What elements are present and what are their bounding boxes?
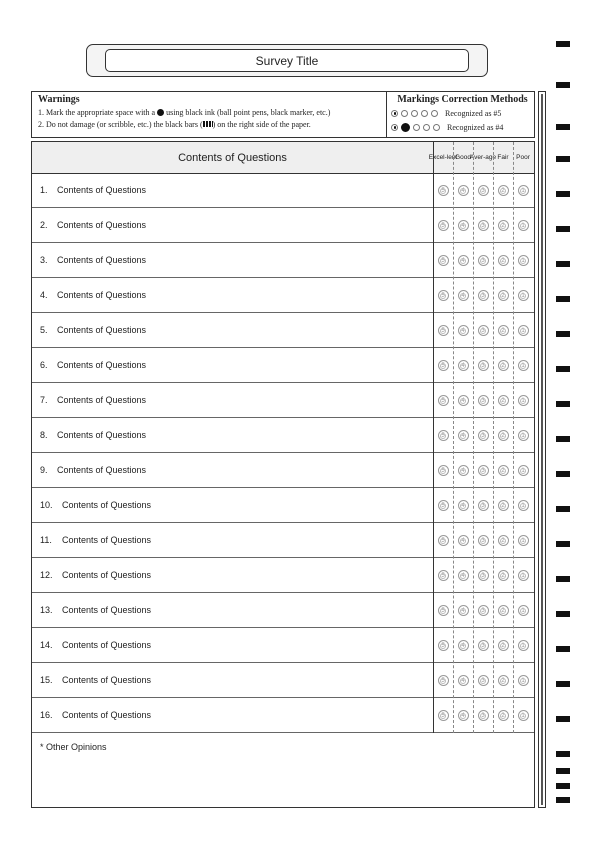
rating-label: lent [446, 153, 458, 161]
empty-bubble-icon [413, 124, 420, 131]
rating-bubble[interactable]: 1 [518, 535, 529, 546]
timing-mark [556, 296, 570, 302]
timing-mark [556, 576, 570, 582]
question-label: Contents of Questions [57, 465, 147, 475]
empty-bubble-icon [431, 110, 438, 117]
filled-bubble-icon [401, 123, 410, 132]
rating-bubble[interactable]: 2 [498, 290, 509, 301]
marking-correction-section [387, 92, 534, 137]
warnings-title: Warnings [38, 94, 80, 105]
rating-bubble[interactable]: 2 [498, 185, 509, 196]
question-row [32, 628, 534, 663]
question-label: Contents of Questions [57, 325, 147, 335]
question-text [40, 500, 151, 510]
question-number: 1. [40, 185, 48, 195]
rating-bubble[interactable]: 2 [498, 430, 509, 441]
rating-bubble[interactable]: 5 [438, 395, 449, 406]
question-number: 8. [40, 430, 48, 440]
rating-bubble[interactable]: 4 [458, 500, 469, 511]
empty-bubble-icon [433, 124, 440, 131]
rating-bubble[interactable]: 3 [478, 430, 489, 441]
rating-bubble[interactable]: 1 [518, 395, 529, 406]
question-label: Contents of Questions [57, 220, 147, 230]
timing-mark [556, 646, 570, 652]
question-row [32, 663, 534, 698]
question-text [40, 255, 146, 265]
rating-bubble[interactable]: 2 [498, 570, 509, 581]
correction-example-2-label: Recognized as #4 [447, 122, 504, 132]
rating-bubble[interactable]: 3 [478, 360, 489, 371]
warnings-section [32, 92, 387, 137]
timing-mark [556, 681, 570, 687]
rating-bubble[interactable]: 4 [458, 465, 469, 476]
question-label: Contents of Questions [62, 535, 152, 545]
column-divider [493, 142, 494, 733]
rating-bubble[interactable]: 3 [478, 220, 489, 231]
timing-mark [556, 124, 570, 130]
rating-bubble[interactable]: 1 [518, 675, 529, 686]
question-row [32, 383, 534, 418]
question-number: 6. [40, 360, 48, 370]
rating-bubble[interactable]: 1 [518, 500, 529, 511]
timing-mark [556, 226, 570, 232]
marked-bubble-icon [391, 110, 398, 117]
marking-correction-title: Markings Correction Methods [397, 94, 528, 105]
rating-bubble[interactable]: 4 [458, 605, 469, 616]
question-label: Contents of Questions [57, 360, 147, 370]
questions-table [31, 141, 535, 808]
question-label: Contents of Questions [62, 675, 152, 685]
rating-bubble[interactable]: 4 [458, 710, 469, 721]
warning-line-2 [38, 118, 386, 132]
rating-bubble[interactable]: 2 [498, 535, 509, 546]
rating-label: Poor [516, 153, 530, 161]
question-row [32, 523, 534, 558]
rating-bubble[interactable]: 3 [478, 325, 489, 336]
rating-column-header [493, 142, 513, 173]
rating-bubble[interactable]: 3 [478, 675, 489, 686]
rating-bubble[interactable]: 1 [518, 605, 529, 616]
rating-bubble[interactable]: 4 [458, 360, 469, 371]
timing-mark [556, 41, 570, 47]
rating-bubble[interactable]: 5 [438, 570, 449, 581]
rating-bubble[interactable]: 2 [498, 325, 509, 336]
rating-bubble[interactable]: 1 [518, 290, 529, 301]
rating-bubble[interactable]: 1 [518, 325, 529, 336]
question-row [32, 278, 534, 313]
rating-bubble[interactable]: 2 [498, 360, 509, 371]
timing-mark [556, 611, 570, 617]
question-number: 10. [40, 500, 53, 510]
rating-bubble[interactable]: 4 [458, 675, 469, 686]
empty-bubble-icon [423, 124, 430, 131]
rating-bubble[interactable]: 2 [498, 465, 509, 476]
rating-bubble[interactable]: 4 [458, 325, 469, 336]
timing-mark [556, 191, 570, 197]
rating-label: Good [455, 153, 471, 161]
instructions-box [31, 91, 535, 138]
rating-bubble[interactable]: 3 [478, 605, 489, 616]
question-label: Contents of Questions [62, 710, 152, 720]
question-label: Contents of Questions [62, 570, 152, 580]
rating-bubble[interactable]: 5 [438, 500, 449, 511]
rating-bubble[interactable]: 3 [478, 640, 489, 651]
question-label: Contents of Questions [57, 430, 147, 440]
black-bars-icon [203, 121, 213, 127]
rating-bubble[interactable]: 3 [478, 395, 489, 406]
question-number: 12. [40, 570, 53, 580]
question-label: Contents of Questions [57, 185, 147, 195]
rating-bubble[interactable]: 2 [498, 675, 509, 686]
marked-bubble-icon [391, 124, 398, 131]
question-number: 16. [40, 710, 53, 720]
right-border-rail [538, 91, 546, 808]
question-label: Contents of Questions [57, 395, 147, 405]
question-text [40, 535, 151, 545]
empty-bubble-icon [411, 110, 418, 117]
rating-bubble[interactable]: 3 [478, 535, 489, 546]
empty-bubble-icon [421, 110, 428, 117]
question-text [40, 360, 146, 370]
rating-label: Aver- [469, 153, 486, 161]
rating-bubble[interactable]: 4 [458, 430, 469, 441]
question-row [32, 488, 534, 523]
question-number: 15. [40, 675, 53, 685]
question-number: 5. [40, 325, 48, 335]
question-row [32, 453, 534, 488]
timing-mark [556, 506, 570, 512]
question-number: 14. [40, 640, 53, 650]
question-text [40, 605, 151, 615]
question-row [32, 418, 534, 453]
rating-bubble[interactable]: 4 [458, 535, 469, 546]
rating-bubble[interactable]: 3 [478, 255, 489, 266]
timing-mark [556, 401, 570, 407]
timing-mark [556, 541, 570, 547]
warning-2-text-b: ) on the right side of the paper. [212, 120, 311, 129]
question-text [40, 570, 151, 580]
timing-mark [556, 768, 570, 774]
rating-bubble[interactable]: 4 [458, 220, 469, 231]
question-row [32, 593, 534, 628]
question-label: Contents of Questions [57, 290, 147, 300]
rating-label: Excel- [428, 153, 447, 161]
rating-bubble[interactable]: 2 [498, 640, 509, 651]
rating-bubble[interactable]: 2 [498, 500, 509, 511]
rating-bubble[interactable]: 3 [478, 570, 489, 581]
question-number: 2. [40, 220, 48, 230]
timing-mark [556, 156, 570, 162]
question-number: 13. [40, 605, 53, 615]
timing-mark [556, 331, 570, 337]
question-text [40, 465, 146, 475]
rating-column-header [513, 142, 533, 173]
rating-bubble[interactable]: 3 [478, 290, 489, 301]
rating-bubble[interactable]: 1 [518, 570, 529, 581]
question-text [40, 640, 151, 650]
timing-mark [556, 716, 570, 722]
column-divider [473, 142, 474, 733]
survey-title-frame [86, 44, 488, 77]
rating-bubble[interactable]: 2 [498, 255, 509, 266]
rating-column-header [469, 142, 497, 173]
rating-bubble[interactable]: 1 [518, 255, 529, 266]
rating-bubble[interactable]: 4 [458, 570, 469, 581]
survey-title: Survey Title [105, 49, 469, 72]
question-number: 11. [40, 535, 52, 545]
rating-bubble[interactable]: 4 [458, 290, 469, 301]
correction-example-1-label: Recognized as #5 [445, 108, 502, 118]
rating-bubble[interactable]: 5 [438, 185, 449, 196]
warning-1-text-a: 1. Mark the appropriate space with a [38, 108, 156, 117]
rating-bubble[interactable]: 2 [498, 605, 509, 616]
rating-bubble[interactable]: 5 [438, 675, 449, 686]
rating-bubble[interactable]: 2 [498, 710, 509, 721]
question-number: 7. [40, 395, 48, 405]
rating-bubble[interactable]: 1 [518, 220, 529, 231]
question-label: Contents of Questions [62, 640, 152, 650]
question-number: 3. [40, 255, 48, 265]
question-row [32, 698, 534, 733]
question-label: Contents of Questions [57, 255, 147, 265]
rating-bubble[interactable]: 4 [458, 185, 469, 196]
correction-example-1 [391, 106, 534, 120]
timing-mark [556, 783, 570, 789]
question-row [32, 313, 534, 348]
question-number: 9. [40, 465, 48, 475]
rating-column-header [428, 142, 458, 173]
rating-bubble[interactable]: 3 [478, 500, 489, 511]
question-text [40, 325, 146, 335]
column-divider [513, 142, 514, 733]
rating-bubble[interactable]: 1 [518, 710, 529, 721]
rating-bubble[interactable]: 1 [518, 465, 529, 476]
rating-label: Fair [497, 153, 509, 161]
question-row [32, 558, 534, 593]
question-text [40, 395, 146, 405]
question-number: 4. [40, 290, 48, 300]
question-row [32, 243, 534, 278]
question-text [40, 290, 146, 300]
timing-mark [556, 261, 570, 267]
question-row [32, 208, 534, 243]
rating-bubble[interactable]: 5 [438, 325, 449, 336]
question-text [40, 675, 151, 685]
rating-bubble[interactable]: 1 [518, 430, 529, 441]
question-row [32, 348, 534, 383]
timing-mark [556, 471, 570, 477]
rating-bubble[interactable]: 5 [438, 255, 449, 266]
rating-bubble[interactable]: 4 [458, 395, 469, 406]
rating-bubble[interactable]: 1 [518, 185, 529, 196]
timing-mark [556, 82, 570, 88]
question-text [40, 220, 146, 230]
column-divider [453, 142, 454, 733]
warning-1-text-b: using black ink (ball point pens, black marker, etc.) [166, 108, 331, 117]
question-text [40, 710, 151, 720]
rating-bubble[interactable]: 2 [498, 220, 509, 231]
question-label: Contents of Questions [62, 605, 152, 615]
question-row [32, 173, 534, 208]
correction-example-2 [391, 120, 534, 134]
rating-bubble[interactable]: 3 [478, 185, 489, 196]
question-text [40, 185, 146, 195]
rating-bubble[interactable]: 3 [478, 465, 489, 476]
rating-bubble[interactable]: 5 [438, 220, 449, 231]
warning-2-text-a: 2. Do not damage (or scribble, etc.) the black bars ( [38, 120, 203, 129]
rating-label: age [485, 153, 497, 161]
questions-column-header: Contents of Questions [178, 151, 287, 164]
empty-bubble-icon [401, 110, 408, 117]
timing-mark [556, 797, 570, 803]
rating-bubble[interactable]: 5 [438, 605, 449, 616]
filled-dot-icon [157, 109, 164, 116]
rating-bubble[interactable]: 1 [518, 360, 529, 371]
rating-bubble[interactable]: 5 [438, 535, 449, 546]
question-label: Contents of Questions [62, 500, 152, 510]
rating-bubble[interactable]: 3 [478, 710, 489, 721]
other-opinions-label: * Other Opinions [40, 742, 107, 752]
timing-mark [556, 366, 570, 372]
rating-bubble[interactable]: 4 [458, 255, 469, 266]
rating-bubble[interactable]: 5 [438, 360, 449, 371]
timing-mark [556, 436, 570, 442]
rating-bubble[interactable]: 5 [438, 430, 449, 441]
timing-mark [556, 751, 570, 757]
rating-bubble[interactable]: 5 [438, 290, 449, 301]
rating-bubble[interactable]: 5 [438, 640, 449, 651]
rating-bubble[interactable]: 1 [518, 640, 529, 651]
question-text [40, 430, 146, 440]
rating-bubble[interactable]: 2 [498, 395, 509, 406]
rating-bubble[interactable]: 5 [438, 710, 449, 721]
column-divider [433, 142, 434, 733]
rating-bubble[interactable]: 4 [458, 640, 469, 651]
table-header [32, 142, 534, 174]
rating-bubble[interactable]: 5 [438, 465, 449, 476]
